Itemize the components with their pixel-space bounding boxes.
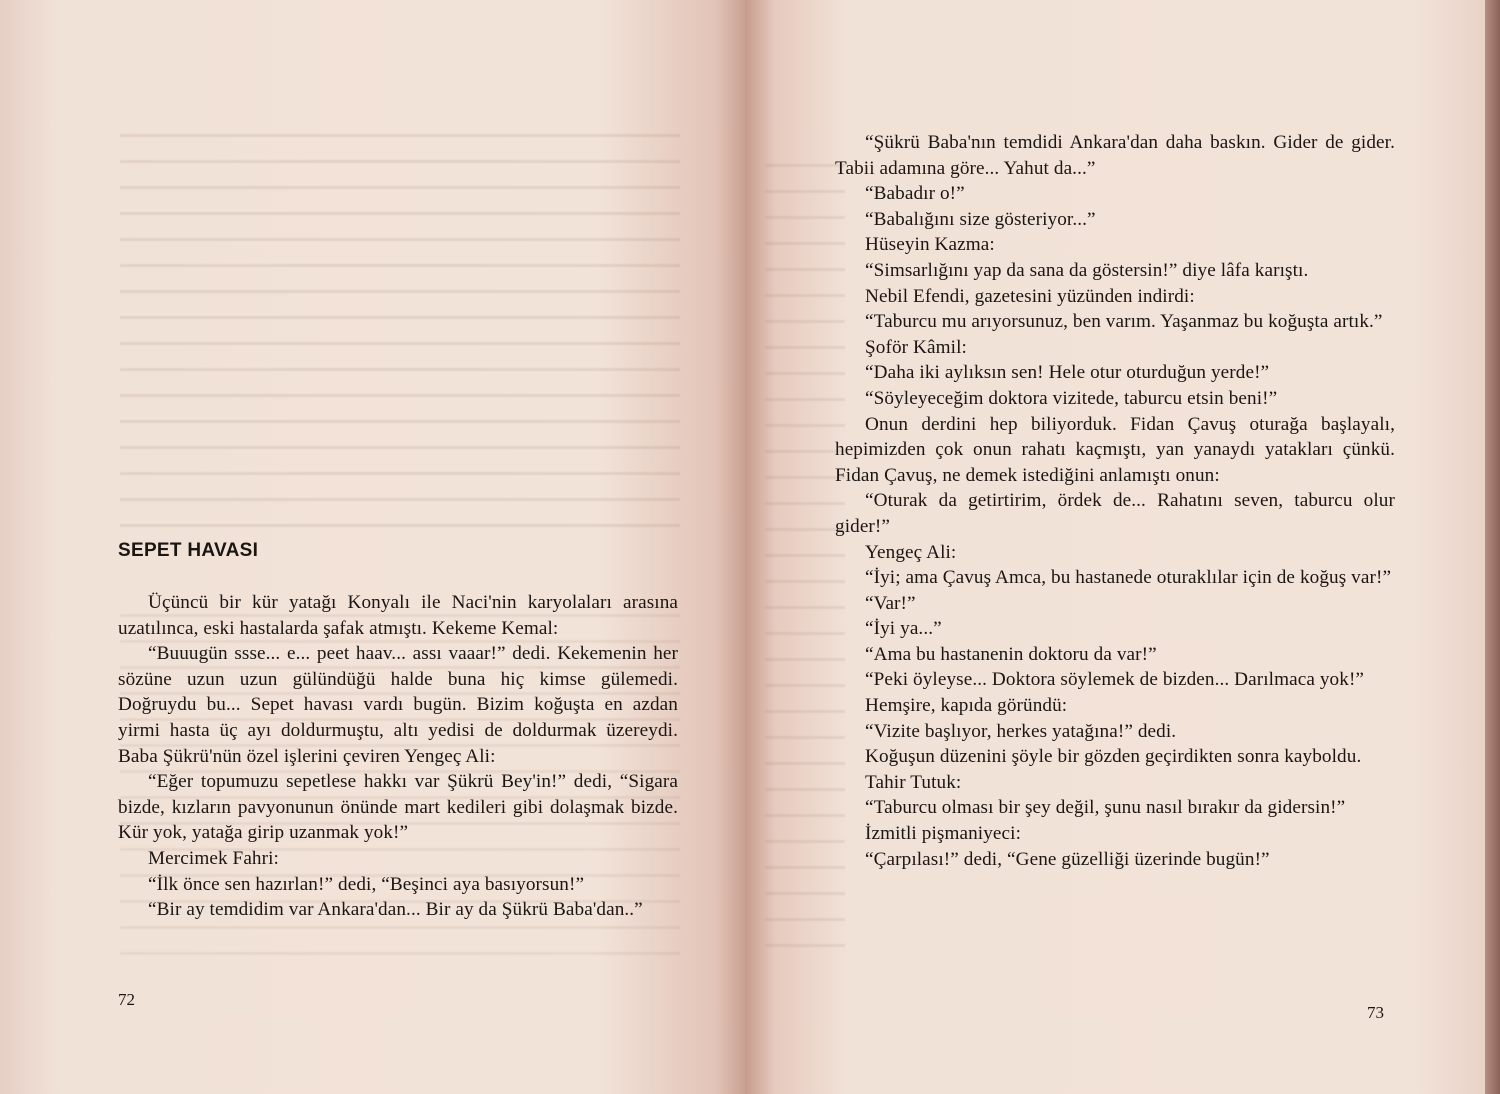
paragraph: Yengeç Ali: — [865, 541, 957, 563]
paragraph: “Taburcu mu arıyorsunuz, ben varım. Yaşanmaz bu koğuşta artık.” — [865, 311, 1383, 333]
paragraph: Tahir Tutuk: — [865, 771, 962, 793]
right-page — [745, 0, 1485, 1094]
paragraph: Onun derdini hep biliyorduk. Fidan Çavuş oturağa başlayalı, hepimizden çok onun rahatı kaçmıştı, yan yanaydı yatakları çünkü. Fidan Çavuş, ne demek istediğini anlamıştı onun: — [835, 413, 1395, 486]
left-page — [0, 0, 745, 1094]
paragraph: “Söyleyeceğim doktora vizitede, taburcu etsin beni!” — [865, 387, 1278, 409]
paragraph: “Bir ay temdidim var Ankara'dan... Bir ay da Şükrü Baba'dan..” — [148, 899, 643, 921]
paragraph: Nebil Efendi, gazetesini yüzünden indirdi: — [865, 285, 1195, 307]
paragraph: “Buuugün ssse... e... peet haav... assı vaaar!” dedi. Kekemenin her sözüne uzun uzun gülündüğü halde buna hiç kimse gülemedi. Doğruydu bu... Sepet havası vardı bugün. Bizim koğuşta en azdan yirmi hasta üç ayı doldurmuştu, altı yedisi de doldurmak üzereydi. Baba Şükrü'nün özel işlerini çeviren Yengeç Ali: — [118, 643, 678, 767]
paragraph: “Babalığını size gösteriyor...” — [865, 208, 1096, 230]
paragraph: Mercimek Fahri: — [148, 847, 279, 869]
paragraph: “Taburcu olması bir şey değil, şunu nasıl bırakır da gidersin!” — [865, 797, 1346, 819]
paragraph: Hüseyin Kazma: — [865, 234, 995, 256]
section-heading: SEPET HAVASI — [118, 540, 259, 561]
paragraph: Koğuşun düzenini şöyle bir gözden geçirdikten sonra kayboldu. — [865, 746, 1362, 768]
right-page-body — [835, 130, 1395, 872]
paragraph: “Şükrü Baba'nın temdidi Ankara'dan daha baskın. Gider de gider. Tabii adamına göre... Yahut da...” — [835, 132, 1395, 179]
paragraph: “İyi; ama Çavuş Amca, bu hastanede oturaklılar için de koğuş var!” — [865, 567, 1392, 589]
paragraph: “Babadır o!” — [865, 183, 965, 205]
paragraph: “Simsarlığını yap da sana da göstersin!” diye lâfa karıştı. — [865, 259, 1309, 281]
bleed-through-text — [120, 120, 680, 540]
paragraph: “Var!” — [865, 592, 916, 614]
paragraph: Üçüncü bir kür yatağı Konyalı ile Naci'nin karyolaları arasına uzatılınca, eski hastalarda şafak atmıştı. Kekeme Kemal: — [118, 592, 678, 639]
paragraph: “Çarpılası!” dedi, “Gene güzelliği üzerinde bugün!” — [865, 848, 1270, 870]
paragraph: Hemşire, kapıda göründü: — [865, 695, 1068, 717]
paragraph: “Peki öyleyse... Doktora söylemek de bizden... Darılmaca yok!” — [865, 669, 1365, 691]
paragraph: Şoför Kâmil: — [865, 336, 967, 358]
left-page-body — [118, 590, 678, 923]
paragraph: “Daha iki aylıksın sen! Hele otur oturduğun yerde!” — [865, 362, 1270, 384]
paragraph: İzmitli pişmaniyeci: — [865, 823, 1021, 845]
paragraph: “Vizite başlıyor, herkes yatağına!” dedi. — [865, 720, 1177, 742]
page-number: 72 — [118, 990, 135, 1009]
book-edge — [1485, 0, 1500, 1094]
paragraph: “Ama bu hastanenin doktoru da var!” — [865, 643, 1157, 665]
paragraph: “İyi ya...” — [865, 618, 942, 640]
paragraph: “İlk önce sen hazırlan!” dedi, “Beşinci aya basıyorsun!” — [148, 873, 585, 895]
bleed-through-text — [765, 150, 845, 970]
page-number: 73 — [1367, 1003, 1384, 1022]
paragraph: “Oturak da getirtirim, ördek de... Rahatını seven, taburcu olur gider!” — [835, 490, 1395, 537]
paragraph: “Eğer topumuzu sepetlese hakkı var Şükrü Bey'in!” dedi, “Sigara bizde, kızların pavyonunun önünde mart kedileri gibi dolaşmak bizde. Kür yok, yatağa girip uzanmak yok!” — [118, 771, 678, 844]
